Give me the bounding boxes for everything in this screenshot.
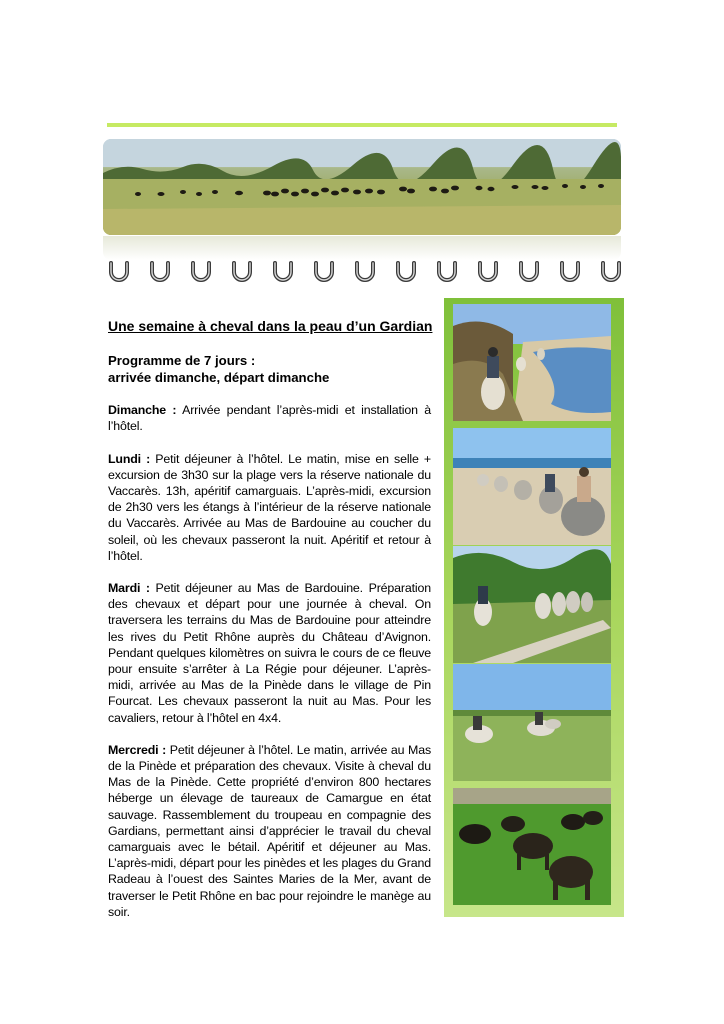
day-text: Petit déjeuner à l’hôtel. Le matin, mise en selle + excursion de 3h30 sur la plage vers la réserve nationale du Vaccarès. 13h, apéritif camarguais. L’après-midi, excursion de 2h30 vers les étangs à l’intérieur de la réserve nationale du Vaccarès. Arrivée au Mas de Bardouine au coucher du soleil, où les chevaux passeront la nuit. Apéritif et retour à l’hôtel. (108, 451, 431, 563)
horseshoe-icon (395, 260, 417, 284)
banner-photo-herd (103, 139, 621, 235)
horseshoe-icon (518, 260, 540, 284)
programme-subtitle (108, 352, 431, 386)
horseshoe-icon (354, 260, 376, 284)
programme-text (108, 318, 431, 936)
horseshoe-icon (272, 260, 294, 284)
day-paragraph-lundi (108, 451, 431, 564)
day-text: Petit déjeuner au Mas de Bardouine. Préparation des chevaux et départ pour une journée à cheval. On traversera les terrains du Mas de Bardouine pour atteindre les rives du Petit Rhône auprès du Château d’Avignon. Pendant quelques kilomètres on suivra le cours de ce fleuve pour ensuite s’arrêter à La Régie pour déjeuner. L’après-midi, arrivée au Mas de la Pinède dans le village de Pin Fourcat. Les chevaux passeront la nuit au Mas. Pour les cavaliers, retour à l’hôtel en 4x4. (108, 581, 431, 725)
horseshoe-icon (190, 260, 212, 284)
subtitle-line-1: Programme de 7 jours : (108, 353, 256, 369)
horseshoe-icon (436, 260, 458, 284)
horseshoe-icon (313, 260, 335, 284)
subtitle-line-2: arrivée dimanche, départ dimanche (108, 370, 330, 386)
horseshoe-icon (600, 260, 622, 284)
day-paragraph-dimanche (108, 402, 431, 434)
horseshoe-icon (231, 260, 253, 284)
day-text: Petit déjeuner à l’hôtel. Le matin, arrivée au Mas de la Pinède et préparation des chevaux. Visite à cheval du Mas de la Pinède. Cette propriété d’environ 800 hectares héberge un élevage de taureaux de Camargue en état sauvage. Rassemblement du troupeau en compagnie des Gardians, permettant ainsi d’apprécier le travail du cheval camarguais avec le bétail. Apéritif et déjeuner au Mas. L’après-midi, départ pour les pinèdes et les plages du Grand Radeau à l’ouest des Saintes Maries de la Mer, avant de traverser le Petit Rhône en bac pour rejoindre le manège au soir. (108, 742, 432, 919)
day-label: Lundi : (108, 451, 151, 466)
photo-riders-meadow (453, 664, 611, 781)
horseshoe-icon (149, 260, 171, 284)
horseshoe-icon (108, 260, 130, 284)
day-label: Mardi : (108, 581, 150, 596)
day-label: Dimanche : (108, 403, 177, 418)
horseshoe-icon (559, 260, 581, 284)
top-accent-rule (107, 123, 617, 127)
horseshoe-icon (477, 260, 499, 284)
horseshoe-divider (108, 260, 622, 286)
page-title: Une semaine à cheval dans la peau d’un Gardian (108, 318, 433, 334)
banner-reflection (103, 236, 621, 260)
day-label: Mercredi : (108, 742, 167, 757)
photo-riders-track (453, 546, 611, 663)
day-text: Arrivée pendant l’après-midi et installation à l’hôtel. (108, 403, 432, 434)
day-paragraph-mardi (108, 580, 431, 726)
photo-sidebar (444, 298, 624, 917)
day-paragraph-mercredi (108, 742, 431, 920)
photo-riders-beach (453, 428, 611, 545)
photo-black-bulls (453, 788, 611, 905)
photo-riders-lagoon (453, 304, 611, 421)
